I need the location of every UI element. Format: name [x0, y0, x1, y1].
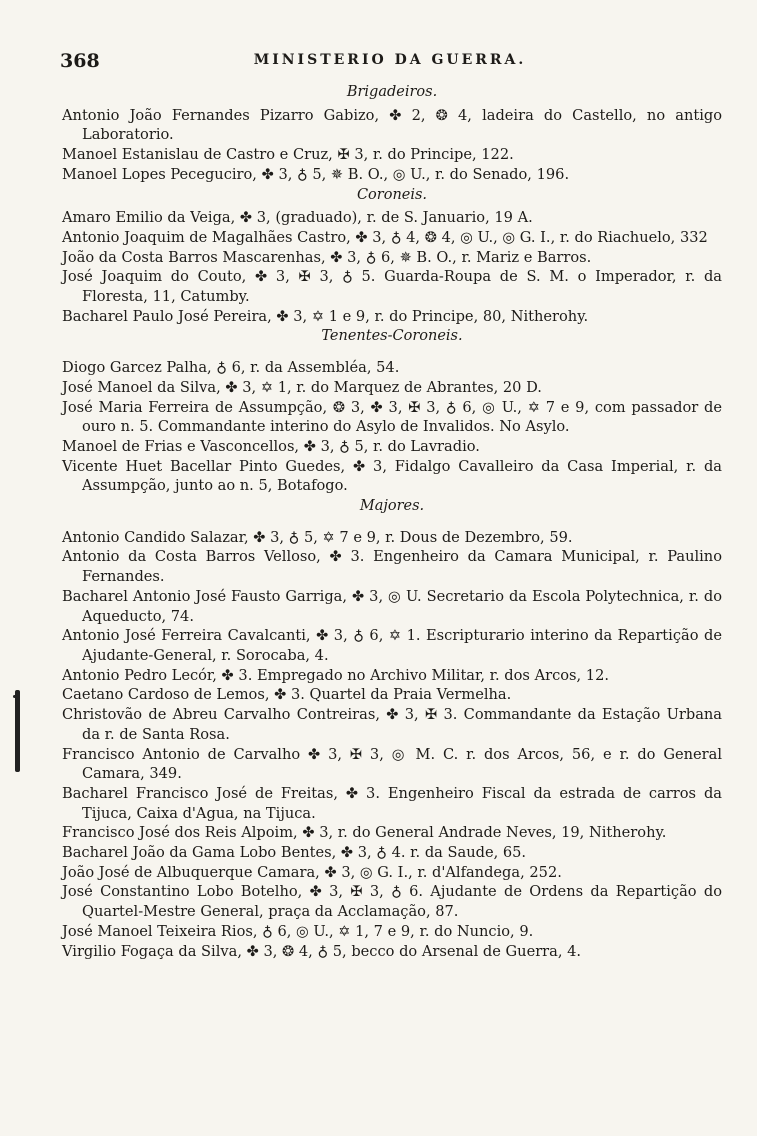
list-item: Diogo Garcez Palha, ♁ 6, r. da Assembléa, 54. — [62, 359, 400, 377]
list-item: Antonio Candido Salazar, ✤ 3, ♁ 5, ✡ 7 e 9, r. Dous de Dezembro, 59. — [62, 528, 573, 546]
list-item: José Manoel Teixeira Rios, ♁ 6, ◎ U., ✡ 1, 7 e 9, r. do Nuncio, 9. — [62, 922, 534, 940]
list-item: Antonio João Fernandes Pizarro Gabizo, ✤ 2, ❂ 4, ladeira do Castello, no antigo Laboratorio. — [62, 106, 722, 144]
list-item: Caetano Cardoso de Lemos, ✤ 3. Quartel da Praia Vermelha. — [62, 686, 512, 704]
list-item: João José de Albuquerque Camara, ✤ 3, ◎ G. I., r. d'Alfandega, 252. — [62, 863, 562, 881]
list-item: Virgilio Fogaça da Silva, ✤ 3, ❂ 4, ♁ 5, becco do Arsenal de Guerra, 4. — [62, 942, 582, 960]
list-item: Manoel Estanislau de Castro e Cruz, ✠ 3, r. do Principe, 122. — [62, 146, 514, 164]
page-content — [62, 82, 722, 961]
page-number: 368 — [60, 50, 100, 72]
list-item: João da Costa Barros Mascarenhas, ✤ 3, ♁ 6, ✵ B. O., r. Mariz e Barros. — [62, 248, 592, 266]
page-header — [60, 50, 720, 80]
list-item: Amaro Emilio da Veiga, ✤ 3, (graduado), r. de S. Januario, 19 A. — [62, 209, 533, 227]
list-item: Bacharel Paulo José Pereira, ✤ 3, ✡ 1 e 9, r. do Principe, 80, Nitherohy. — [62, 307, 589, 325]
list-item: José Maria Ferreira de Assumpção, ❂ 3, ✤ 3, ✠ 3, ♁ 6, ◎ U., ✡ 7 e 9, com passador de ouro n. 5. Commandante interino do Asylo de Invalidos. No Asylo. — [62, 398, 722, 436]
list-item: Bacharel Francisco José de Freitas, ✤ 3. Engenheiro Fiscal da estrada de carros da Tijuca, Caixa d'Agua, na Tijuca. — [62, 784, 722, 822]
section-title-majores: Majores. — [359, 498, 425, 515]
margin-dot — [13, 695, 16, 698]
section-title-brigadeiros: Brigadeiros. — [346, 84, 438, 100]
list-item: Antonio Pedro Lecór, ✤ 3. Empregado no Archivo Militar, r. dos Arcos, 12. — [62, 666, 610, 684]
list-item: Vicente Huet Bacellar Pinto Guedes, ✤ 3, Fidalgo Cavalleiro da Casa Imperial, r. da Assumpção, junto ao n. 5, Botafogo. — [62, 457, 722, 495]
margin-mark — [15, 690, 20, 772]
list-item: Bacharel Antonio José Fausto Garriga, ✤ 3, ◎ U. Secretario da Escola Polytechnica, r. do Aqueducto, 74. — [62, 587, 722, 625]
list-item: José Joaquim do Couto, ✤ 3, ✠ 3, ♁ 5. Guarda-Roupa de S. M. o Imperador, r. da Floresta, 11, Catumby. — [62, 268, 722, 306]
list-item: Christovão de Abreu Carvalho Contreiras, ✤ 3, ✠ 3. Commandante da Estação Urbana da r. de Santa Rosa. — [62, 706, 722, 743]
list-item: Bacharel João da Gama Lobo Bentes, ✤ 3, ♁ 4. r. da Saude, 65. — [62, 844, 527, 862]
list-item: Francisco Antonio de Carvalho ✤ 3, ✠ 3, ◎ M. C. r. dos Arcos, 56, e r. do General Camara, 349. — [62, 745, 722, 783]
list-item: José Constantino Lobo Botelho, ✤ 3, ✠ 3, ♁ 6. Ajudante de Ordens da Repartição do Quartel-Mestre General, praça da Acclamação, 87. — [62, 883, 722, 921]
list-item: Antonio Joaquim de Magalhães Castro, ✤ 3, ♁ 4, ❂ 4, ◎ U., ◎ G. I., r. do Riachuelo, 332 — [62, 228, 708, 246]
list-item: José Manoel da Silva, ✤ 3, ✡ 1, r. do Marquez de Abrantes, 20 D. — [62, 378, 542, 396]
section-title-tenentes-coroneis: Tenentes-Coroneis. — [321, 328, 463, 345]
spacer — [62, 350, 722, 358]
spacer — [62, 520, 722, 528]
list-item: Francisco José dos Reis Alpoim, ✤ 3, r. do General Andrade Neves, 19, Nitherohy. — [62, 824, 667, 842]
list-item: Manoel Lopes Peceguciro, ✤ 3, ♁ 5, ✵ B. O., ◎ U., r. do Senado, 196. — [62, 165, 570, 183]
list-item: Manoel de Frias e Vasconcellos, ✤ 3, ♁ 5, r. do Lavradio. — [62, 437, 480, 455]
list-item: Antonio da Costa Barros Velloso, ✤ 3. Engenheiro da Camara Municipal, r. Paulino Fernandes. — [62, 548, 722, 586]
list-item: Antonio José Ferreira Cavalcanti, ✤ 3, ♁ 6, ✡ 1. Escripturario interino da Repartição de Ajudante-General, r. Sorocaba, 4. — [62, 627, 722, 664]
running-title: MINISTERIO DA GUERRA. — [253, 52, 527, 68]
section-title-coroneis: Coroneis. — [356, 186, 428, 203]
